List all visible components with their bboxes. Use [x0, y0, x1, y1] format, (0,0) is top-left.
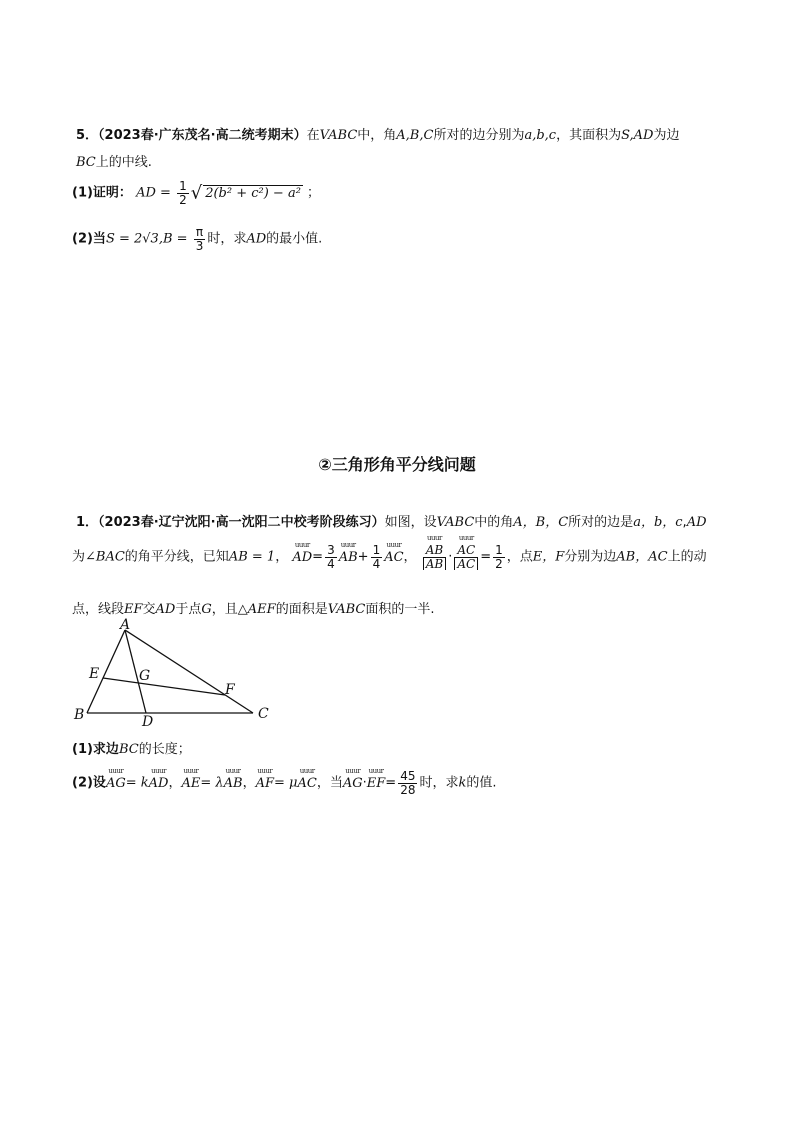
unit-vector-ac: uuur $\frac{AC}{AC}$ — [454, 544, 478, 570]
label-e: E — [89, 666, 100, 682]
q5-radicand: 2(b² + c²) − a² — [205, 185, 301, 201]
q5-pi-third-fraction: $\frac{\pi}{3}$ — [195, 225, 204, 253]
q5-part-1: (1)证明： AD = $\frac{1}{2}$ √ 2(b² + c²) − a² ； — [72, 179, 321, 207]
q1-part2-label: (2)设 — [72, 775, 106, 791]
q1-line-2: 为∠BAC的角平分线，已知AB = 1， uuur AD= $\frac{3}{4}$ uuur AB+ $\frac{1}{4}$ uuur AC， uuur $\frac{AB}{AB}$ · uuur $\frac{AC}{AC}$ = $\frac{1}{2}$ ，点E，F分别为边AB，AC上的动 — [72, 544, 707, 570]
q5-line-1: 5．（2023春·广东茂名·高二统考期末）在VABC中，角A,B,C所对的边分别为a,b,c，其面积为S,AD为边 — [76, 128, 680, 143]
q1-45-28-fraction: $\frac{45}{28}$ — [400, 769, 416, 797]
q5-part2-label: (2)当 — [72, 231, 106, 247]
label-c: C — [258, 706, 269, 722]
label-d: D — [142, 714, 154, 730]
q5-number: 5． — [76, 128, 99, 143]
label-a: A — [120, 618, 131, 633]
q1-line-1: 1．（2023春·辽宁沈阳·高一沈阳二中校考阶段练习）如图，设VABC中的角A，B，C所对的边是a，b，c,AD — [76, 515, 707, 530]
q1-part1-label: (1)求边 — [72, 742, 119, 757]
label-f: F — [225, 682, 235, 698]
q5-half-fraction: $\frac{1}{2}$ — [179, 179, 187, 207]
q5-part1-label: (1)证明： — [72, 185, 132, 201]
q1-part-1: (1)求边BC的长度； — [72, 742, 191, 757]
q5-part-2: (2)当S = 2√3,B = $\frac{\pi}{3}$ 时，求AD的最小值. — [72, 225, 323, 253]
sqrt-symbol: √ — [190, 182, 203, 204]
q1-source: （2023春·辽宁沈阳·高一沈阳二中校考阶段练习） — [98, 515, 385, 530]
segment-ef — [103, 678, 225, 695]
q5-line-2: BC上的中线. — [76, 155, 152, 170]
q5-source: （2023春·广东茂名·高二统考期末） — [98, 128, 307, 143]
triangle-figure — [70, 618, 280, 730]
vector-ac: uuur AC — [384, 550, 403, 565]
q1-number: 1． — [76, 515, 99, 530]
vector-ad: uuur AD — [292, 550, 312, 565]
q1-line-3: 点，线段EF交AD于点G，且△AEF的面积是VABC面积的一半. — [72, 602, 435, 617]
section-title: ②三角形角平分线问题 — [318, 455, 476, 474]
unit-vector-ab: uuur $\frac{AB}{AB}$ — [423, 544, 446, 570]
vector-ab: uuur AB — [339, 550, 358, 565]
q1-part-2: (2)设uuur AG= kuuur AD，uuur AE= λuuur AB，uuur AF= μuuur AC，当uuur AG·uuur EF= $\frac{45}{28}$ 时，求k的值. — [72, 770, 497, 796]
label-b: B — [74, 707, 85, 723]
q5-triangle: VABC — [319, 128, 358, 143]
label-g: G — [139, 668, 151, 684]
